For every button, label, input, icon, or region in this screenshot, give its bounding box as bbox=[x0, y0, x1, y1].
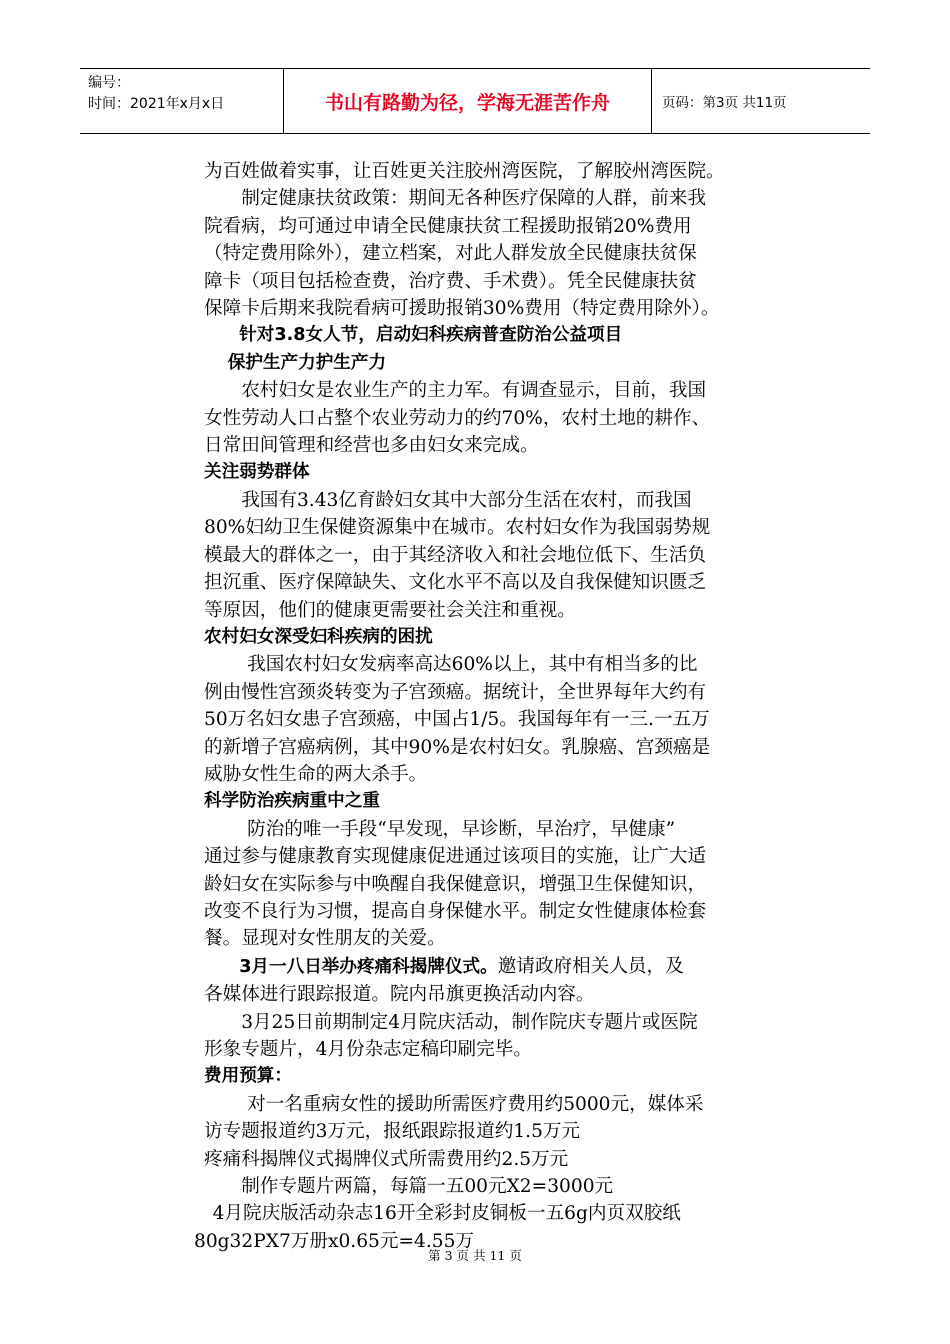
section-heading: 科学防治疾病重中之重 bbox=[204, 791, 380, 812]
body-line: 担沉重、医疗保障缺失、文化水平不高以及自我保健知识匮乏 bbox=[204, 572, 707, 594]
body-line: 制定健康扶贫政策：期间无各种医疗保障的人群，前来我 bbox=[204, 188, 707, 210]
body-line: 3月25日前期制定4月院庆活动，制作院庆专题片或医院 bbox=[204, 1011, 698, 1033]
body-line: 例由慢性宫颈炎转变为子宫颈癌。据统计，全世界每年大约有 bbox=[204, 681, 707, 703]
body-line: 院看病，均可通过申请全民健康扶贫工程援助报销20%费用 bbox=[204, 215, 692, 237]
body-line: 保障卡后期来我院看病可援助报销30%费用（特定费用除外）。 bbox=[204, 298, 720, 320]
body-line: 威胁女性生命的两大杀手。 bbox=[204, 763, 428, 785]
page-footer: 第 3 页 共 11 页 bbox=[428, 1248, 522, 1263]
body-line: 访专题报道约3万元，报纸跟踪报道约1.5万元 bbox=[204, 1121, 581, 1143]
body-line: 我国农村妇女发病率高达60%以上，其中有相当多的比 bbox=[204, 654, 698, 676]
body-line: 模最大的群体之一，由于其经济收入和社会地位低下、生活负 bbox=[204, 544, 707, 566]
time-label: 时间：2021年x月x日 bbox=[88, 96, 225, 112]
header-motto: 书山有路勤为径，学海无涯苦作舟 bbox=[284, 69, 652, 133]
event-heading: 3月一八日举办疼痛科揭牌仪式。 bbox=[204, 956, 498, 977]
section-heading: 关注弱势群体 bbox=[204, 462, 310, 483]
body-line: （特定费用除外），建立档案，对此人群发放全民健康扶贫保 bbox=[204, 243, 697, 265]
number-label: 编号： bbox=[88, 75, 130, 91]
body-line: 我国有3.43亿育龄妇女其中大部分生活在农村，而我国 bbox=[204, 489, 692, 511]
body-line: 女性劳动人口占整个农业劳动力的约70%，农村土地的耕作、 bbox=[204, 407, 711, 429]
body-line bbox=[204, 953, 834, 981]
body-line: 形象专题片，4月份杂志定稿印刷完毕。 bbox=[204, 1039, 532, 1060]
body-line: 80%妇幼卫生保健资源集中在城市。农村妇女作为我国弱势规 bbox=[204, 517, 711, 539]
page-header bbox=[80, 68, 870, 134]
section-heading: 费用预算： bbox=[204, 1066, 292, 1087]
document-body bbox=[194, 158, 834, 1255]
body-line: 为百姓做着实事，让百姓更关注胶州湾医院，了解胶州湾医院。 bbox=[204, 161, 725, 182]
section-heading: 农村妇女深受妇科疾病的困扰 bbox=[204, 626, 433, 647]
body-line: 农村妇女是农业生产的主力军。有调查显示，目前，我国 bbox=[204, 380, 707, 402]
body-line: 疼痛科揭牌仪式揭牌仪式所需费用约2.5万元 bbox=[204, 1148, 569, 1170]
section-heading: 针对3.8女人节，启动妇科疾病普查防治公益项目 bbox=[204, 325, 623, 346]
body-line: 改变不良行为习惯，提高自身保健水平。制定女性健康体检套 bbox=[204, 900, 707, 922]
body-line: 80g32PX7万册x0.65元=4.55万 bbox=[194, 1230, 475, 1252]
body-line: 餐。显现对女性朋友的关爱。 bbox=[204, 928, 446, 950]
body-line: 4月院庆版活动杂志16开全彩封皮铜板一五6g内页双胶纸 bbox=[194, 1203, 681, 1225]
header-page-label: 页码：第3页 共11页 bbox=[662, 95, 787, 111]
body-line: 日常田间管理和经营也多由妇女来完成。 bbox=[204, 435, 539, 457]
header-meta bbox=[80, 69, 284, 133]
body-line: 防治的唯一手段“早发现，早诊断，早治疗，早健康” bbox=[204, 818, 676, 840]
body-line: 各媒体进行跟踪报道。院内吊旗更换活动内容。 bbox=[204, 984, 595, 1006]
body-line: 对一名重病女性的援助所需医疗费用约5000元，媒体采 bbox=[204, 1093, 704, 1115]
body-line: 龄妇女在实际参与中唤醒自我保健意识，增强卫生保健知识， bbox=[204, 873, 707, 895]
section-heading: 保护生产力护生产力 bbox=[204, 352, 387, 373]
body-line: 50万名妇女患子宫颈癌，中国占1/5。我国每年有一三.一五万 bbox=[204, 709, 710, 731]
body-line: 通过参与健康教育实现健康促进通过该项目的实施，让广大适 bbox=[204, 846, 707, 868]
body-line: 等原因，他们的健康更需要社会关注和重视。 bbox=[204, 599, 576, 621]
body-text: 邀请政府相关人员，及 bbox=[497, 955, 684, 977]
body-line: 障卡（项目包括检查费，治疗费、手术费）。凭全民健康扶贫 bbox=[204, 270, 697, 292]
body-line: 的新增子宫癌病例，其中90%是农村妇女。乳腺癌、宫颈癌是 bbox=[204, 736, 711, 758]
body-line: 制作专题片两篇，每篇一五00元X2=3000元 bbox=[204, 1176, 614, 1198]
